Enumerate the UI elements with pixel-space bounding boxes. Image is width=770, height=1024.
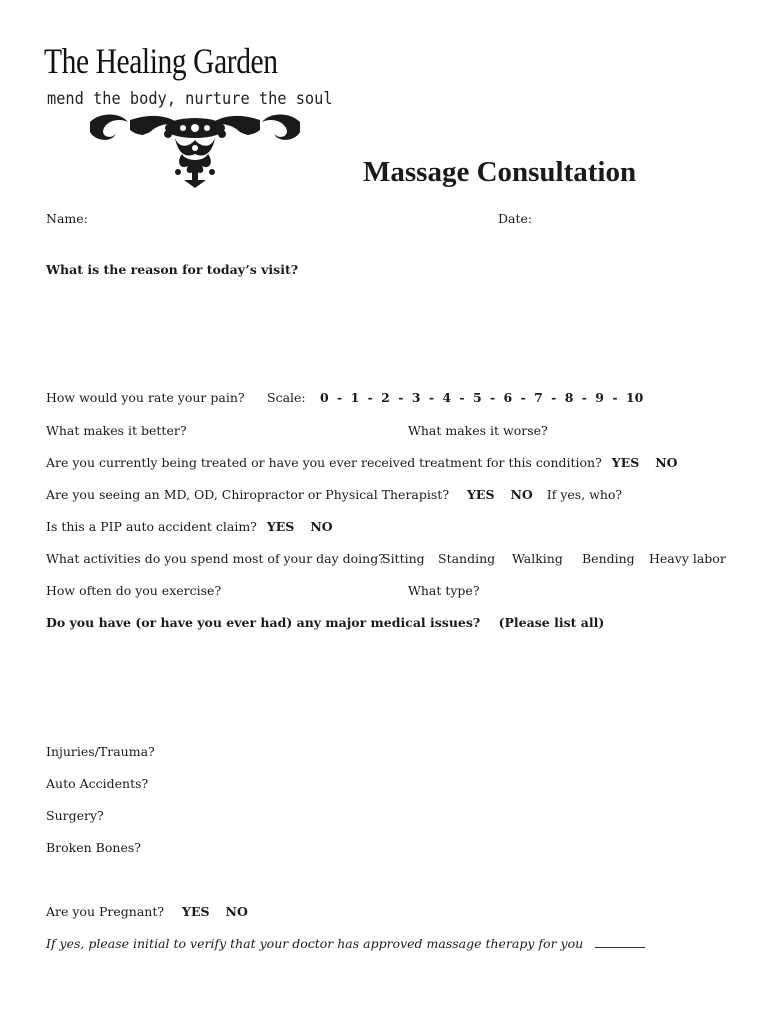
activity-option: Walking xyxy=(512,551,563,566)
activities-question: What activities do you spend most of your day doing? xyxy=(46,551,385,566)
pip-yes: YES xyxy=(266,519,295,534)
pain-scale-label: Scale: xyxy=(267,390,306,405)
medical-row xyxy=(46,615,604,630)
history-item: Injuries/Trauma? xyxy=(46,744,155,759)
activity-option: Standing xyxy=(438,551,496,566)
pain-scale-values: 0 - 1 - 2 - 3 - 4 - 5 - 6 - 7 - 8 - 9 - 10 xyxy=(320,390,644,405)
seeing-followup: If yes, who? xyxy=(546,487,623,502)
brand-tagline: mend the body, nurture the soul xyxy=(47,89,333,109)
pregnant-no: NO xyxy=(225,904,248,919)
pip-question: Is this a PIP auto accident claim? xyxy=(46,519,257,534)
activity-option: Heavy labor xyxy=(649,551,726,566)
pregnant-row xyxy=(46,904,248,919)
form-title: Massage Consultation xyxy=(363,156,637,188)
activity-option: Sitting xyxy=(382,551,425,566)
treated-no: NO xyxy=(655,455,678,470)
medical-note: (Please list all) xyxy=(498,615,605,630)
worse-question: What makes it worse? xyxy=(408,423,548,438)
initial-note: If yes, please initial to verify that your doctor has approved massage therapy for you xyxy=(46,936,584,951)
pregnant-yes: YES xyxy=(182,904,210,919)
initial-row xyxy=(46,936,645,951)
medical-question: Do you have (or have you ever had) any major medical issues? xyxy=(46,615,481,630)
history-item: Auto Accidents? xyxy=(46,776,149,791)
history-item: Broken Bones? xyxy=(46,840,141,855)
date-label: Date: xyxy=(498,211,533,226)
seeing-yes: YES xyxy=(467,487,495,502)
treated-row xyxy=(46,455,678,470)
exercise-question: How often do you exercise? xyxy=(46,583,222,598)
history-item: Surgery? xyxy=(46,808,104,823)
pip-row xyxy=(46,519,333,534)
pregnant-question: Are you Pregnant? xyxy=(46,904,165,919)
scroll-ornament-icon xyxy=(80,110,310,190)
seeing-row xyxy=(46,487,622,502)
exercise-type: What type? xyxy=(408,583,480,598)
seeing-question: Are you seeing an MD, OD, Chiropractor or Physical Therapist? xyxy=(46,487,450,502)
brand-name: The Healing Garden xyxy=(44,41,278,81)
initial-blank-line[interactable] xyxy=(595,937,645,948)
treated-yes: YES xyxy=(611,455,640,470)
activity-option: Bending xyxy=(582,551,635,566)
seeing-no: NO xyxy=(510,487,533,502)
pip-no: NO xyxy=(310,519,333,534)
reason-question: What is the reason for today’s visit? xyxy=(46,262,299,277)
treated-question: Are you currently being treated or have you ever received treatment for this condition? xyxy=(46,455,602,470)
name-label: Name: xyxy=(46,211,88,226)
better-question: What makes it better? xyxy=(46,423,187,438)
pain-question: How would you rate your pain? xyxy=(46,390,245,405)
